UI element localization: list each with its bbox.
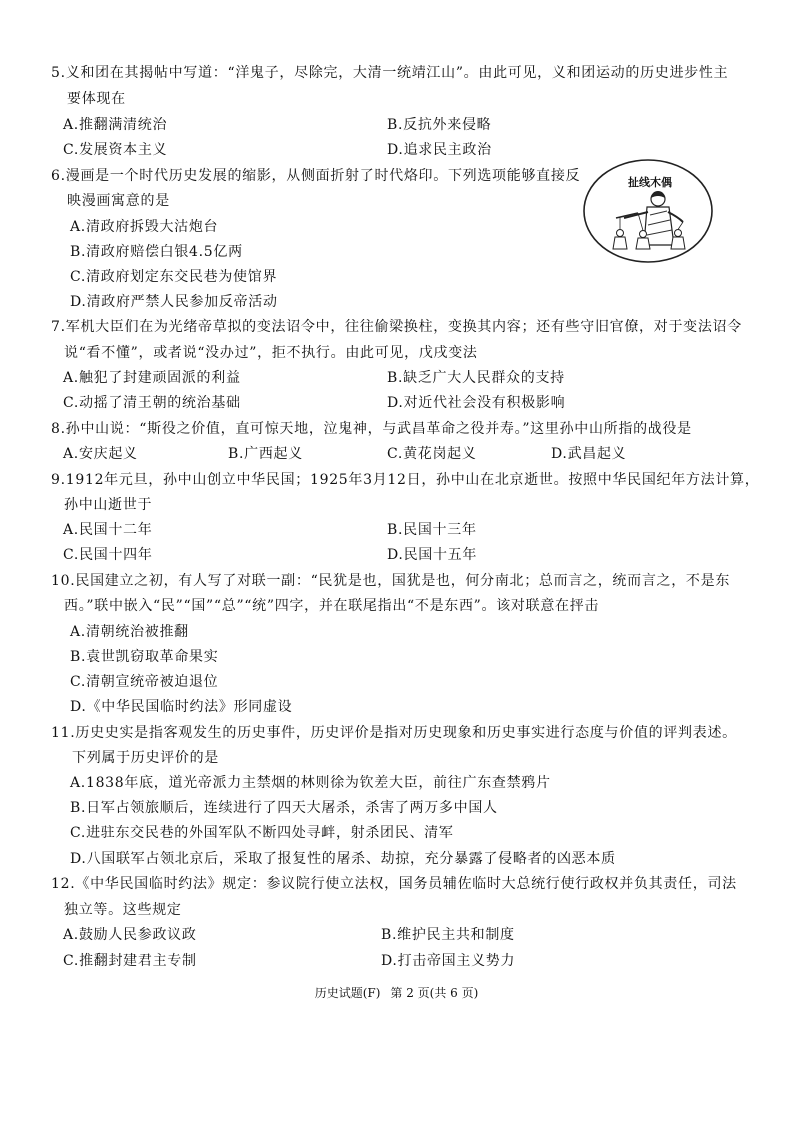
cartoon-caption: 扯线木偶: [628, 176, 672, 189]
q7-option-d: D.对近代社会没有积极影响: [387, 395, 566, 411]
q5-stem-line-2: 要体现在: [67, 91, 126, 107]
q12-option-b: B.维护民主共和制度: [381, 927, 515, 943]
q6-option-b: B.清政府赔偿白银4.5亿两: [70, 244, 243, 260]
q9-option-a: A.民国十二年: [63, 522, 153, 538]
q11-option-b: B.日军占领旅顺后，连续进行了四天大屠杀，杀害了两万多中国人: [70, 800, 498, 816]
q10-stem-line-1: 10.民国建立之初，有人写了对联一副：“民犹是也，国犹是也，何分南北；总而言之，统而言之，不是东: [51, 573, 731, 589]
puppet-1-body: [613, 237, 627, 249]
q12-stem-line-2: 独立等。这些规定: [64, 902, 182, 918]
q8-option-d: D.武昌起义: [551, 446, 627, 462]
q10-stem-line-2: 西。”联中嵌入“民”“国”“总”“统”四字，并在联尾指出“不是东西”。该对联意在抨击: [64, 598, 600, 614]
q5-option-b: B.反抗外来侵略: [387, 117, 492, 133]
q11-stem-line-1: 11.历史史实是指客观发生的历史事件，历史评价是指对历史现象和历史事实进行态度与价值的评判表述。: [51, 725, 737, 741]
q10-option-d: D.《中华民国临时约法》形同虚设: [70, 699, 293, 715]
puppet-cartoon: [580, 157, 716, 265]
q12-option-d: D.打击帝国主义势力: [381, 953, 516, 969]
q8-stem-line-1: 8.孙中山说：“斯役之价值，直可惊天地，泣鬼神，与武昌革命之役并寿。”这里孙中山所指的战役是: [51, 421, 692, 437]
footer-exam-title: 历史试题(F): [314, 986, 381, 1000]
q11-option-d: D.八国联军占领北京后，采取了报复性的屠杀、劫掠，充分暴露了侵略者的凶恶本质: [70, 851, 616, 867]
puppet-2-body: [636, 238, 650, 249]
q11-option-c: C.进驻东交民巷的外国军队不断四处寻衅，射杀团民、清军: [70, 825, 454, 841]
puppet-3-head: [675, 230, 682, 237]
q6-option-d: D.清政府严禁人民参加反帝活动: [70, 294, 278, 310]
q6-stem-line-1: 6.漫画是一个时代历史发展的缩影，从侧面折射了时代烙印。下列选项能够直接反: [51, 168, 581, 184]
q10-option-c: C.清朝宣统帝被迫退位: [70, 674, 219, 690]
q9-option-b: B.民国十三年: [387, 522, 477, 538]
footer-page-number: 第 2 页(共 6 页): [390, 986, 479, 1000]
q9-stem-line-2: 孙中山逝世于: [64, 497, 153, 513]
q8-option-a: A.安庆起义: [63, 446, 138, 462]
q8-option-c: C.黄花岗起义: [387, 446, 477, 462]
q10-option-a: A.清朝统治被推翻: [70, 624, 189, 640]
q11-stem-line-2: 下列属于历史评价的是: [72, 750, 219, 766]
puppet-1-head: [617, 230, 624, 237]
q6-option-c: C.清政府划定东交民巷为使馆界: [70, 269, 278, 285]
q9-option-c: C.民国十四年: [63, 547, 153, 563]
q9-option-d: D.民国十五年: [387, 547, 478, 563]
puppet-3-body: [671, 237, 685, 249]
q5-option-d: D.追求民主政治: [387, 142, 492, 158]
q8-option-b: B.广西起义: [228, 446, 303, 462]
q5-stem-line-1: 5.义和团在其揭帖中写道：“洋鬼子，尽除完，大清一统靖江山”。由此可见，义和团运动的历史进步性主: [51, 65, 729, 81]
q7-option-a: A.触犯了封建顽固派的利益: [63, 370, 241, 386]
page-footer: [0, 984, 793, 1002]
q6-stem-line-2: 映漫画寓意的是: [67, 193, 170, 209]
q7-option-c: C.动摇了清王朝的统治基础: [63, 395, 241, 411]
puppet-2-head: [640, 231, 647, 238]
q9-stem-line-1: 9.1912年元旦，孙中山创立中华民国；1925年3月12日，孙中山在北京逝世。按照中华民国纪年方法计算，: [51, 472, 760, 488]
q6-option-a: A.清政府拆毁大沽炮台: [70, 219, 219, 235]
q7-option-b: B.缺乏广大人民群众的支持: [387, 370, 565, 386]
q10-option-b: B.袁世凯窃取革命果实: [70, 649, 219, 665]
q7-stem-line-2: 说“看不懂”，或者说“没办过”，拒不执行。由此可见，戊戌变法: [64, 345, 478, 361]
q12-stem-line-1: 12.《中华民国临时约法》规定：参议院行使立法权，国务员辅佐临时大总统行使行政权并负其责任，司法: [51, 876, 737, 892]
q5-option-a: A.推翻满清统治: [63, 117, 168, 133]
q12-option-c: C.推翻封建君主专制: [63, 953, 197, 969]
q7-stem-line-1: 7.军机大臣们在为光绪帝草拟的变法诏令中，往往偷梁换柱，变换其内容；还有些守旧官僚，对于变法诏令: [51, 319, 742, 335]
q12-option-a: A.鼓励人民参政议政: [63, 927, 197, 943]
q5-option-c: C.发展资本主义: [63, 142, 168, 158]
q11-option-a: A.1838年底，道光帝派力主禁烟的林则徐为钦差大臣，前往广东查禁鸦片: [70, 775, 551, 791]
